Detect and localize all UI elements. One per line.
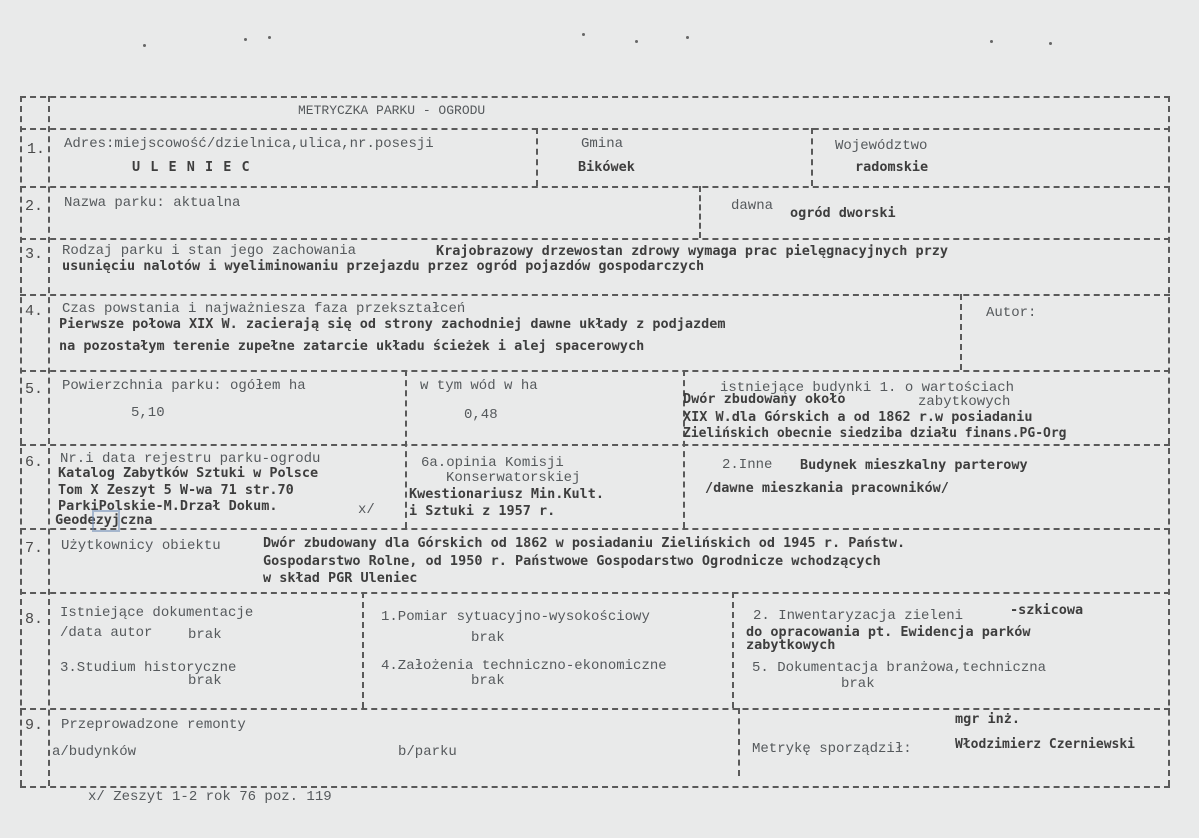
gmina-label: Gmina — [581, 136, 624, 152]
speck — [990, 40, 993, 43]
water-area-label: w tym wód w ha — [420, 378, 538, 394]
footnote: x/ Zeszyt 1-2 rok 76 poz. 119 — [88, 789, 332, 805]
row-line — [20, 128, 1170, 130]
inventory-label: 2. Inwentaryzacja zieleni — [753, 608, 964, 624]
row-number: 8. — [25, 611, 44, 628]
documentation-value: brak — [188, 627, 222, 643]
inventory-value-line2: do opracowania pt. Ewidencja parków — [746, 624, 1031, 640]
row-line — [20, 592, 1170, 594]
column-line — [536, 128, 538, 186]
row-number: 9. — [25, 717, 44, 734]
register-value-line4: Geodezyjczna — [55, 512, 153, 528]
water-area-value: 0,48 — [464, 407, 498, 423]
inventory-value-line3: zabytkowych — [746, 637, 836, 653]
users-value-line3: w skład PGR Uleniec — [263, 570, 418, 586]
column-line — [1168, 96, 1170, 786]
documentation-label: Istniejące dokumentacje — [60, 605, 254, 621]
buildings-value-line1: Dwór zbudowany około — [683, 391, 846, 407]
column-line — [960, 294, 962, 370]
column-line — [405, 370, 407, 528]
opinion-value-line2: i Sztuki z 1957 r. — [409, 503, 556, 519]
inventory-value-line1: -szkicowa — [1010, 602, 1084, 618]
row-line — [20, 370, 1170, 372]
voivodeship-label: Województwo — [835, 138, 928, 154]
row-line — [20, 294, 1170, 296]
park-type-value-line2: usunięciu nalotów i wyeliminowaniu przejazdu przez ogród pojazdów gospodarczych — [62, 258, 705, 274]
register-value-line3: ParkiPolskie-M.Drzał Dokum. — [58, 498, 278, 514]
row-line — [20, 186, 1170, 188]
column-line — [738, 708, 740, 776]
area-label: Powierzchnia parku: ogółem ha — [62, 378, 306, 394]
survey-value: brak — [471, 630, 505, 646]
renovations-buildings-label: a/budynków — [52, 744, 137, 760]
gmina-value: Bikówek — [578, 159, 635, 175]
row-line — [20, 444, 1170, 446]
users-value-line2: Gospodarstwo Rolne, od 1950 r. Państwowe Gospodarstwo Ogrodnicze wchodzących — [263, 553, 881, 569]
column-line — [732, 592, 734, 708]
branch-docs-label: 5. Dokumentacja branżowa,techniczna — [752, 660, 1047, 676]
renovations-label: Przeprowadzone remonty — [61, 717, 246, 733]
park-type-value-line1: Krajobrazowy drzewostan zdrowy wymaga prac pielęgnacyjnych przy — [436, 243, 949, 259]
techecon-label: 4.Założenia techniczno-ekonomiczne — [381, 658, 667, 674]
address-value: U L E N I E C — [132, 159, 251, 175]
history-study-label: 3.Studium historyczne — [60, 660, 237, 676]
techecon-value: brak — [471, 673, 505, 689]
buildings-value-line2: XIX W.dla Górskich a od 1862 r.w posiadaniu — [683, 409, 1033, 425]
row-line — [20, 528, 1170, 530]
opinion-value-line1: Kwestionariusz Min.Kult. — [409, 486, 605, 502]
users-label: Użytkownicy obiektu — [61, 538, 221, 554]
speck — [635, 40, 638, 43]
origin-label: Czas powstania i najważniesza faza przekształceń — [62, 301, 466, 317]
documentation-label-cont: /data autor — [60, 625, 153, 641]
other-value-line1: Budynek mieszkalny parterowy — [800, 457, 1028, 473]
buildings-label-cont: zabytkowych — [918, 394, 1011, 410]
speck — [244, 38, 247, 41]
document-title: METRYCZKA PARKU - OGRODU — [298, 103, 486, 118]
row-number: 1. — [27, 141, 46, 158]
speck — [686, 36, 689, 39]
park-type-label: Rodzaj parku i stan jego zachowania — [62, 243, 357, 259]
opinion-label-cont: Konserwatorskiej — [446, 470, 581, 486]
row-number: 4. — [25, 303, 44, 320]
row-number: 6. — [25, 454, 44, 471]
speck — [143, 44, 146, 47]
speck — [1049, 42, 1052, 45]
register-value-line1: Katalog Zabytków Sztuki w Polsce — [58, 465, 319, 481]
other-value-line2: /dawne mieszkania pracowników/ — [705, 480, 949, 496]
row-number: 5. — [25, 381, 44, 398]
branch-docs-value: brak — [841, 676, 875, 692]
address-label: Adres:miejscowość/dzielnica,ulica,nr.posesji — [64, 136, 434, 152]
register-label: Nr.i data rejestru parku-ogrodu — [60, 451, 321, 467]
former-name-value: ogród dworski — [790, 205, 896, 221]
row-number: 3. — [25, 246, 44, 263]
origin-value-line2: na pozostałym terenie zupełne zatarcie układu ścieżek i alej spacerowych — [59, 338, 645, 354]
column-line — [20, 96, 22, 786]
buildings-value-line3: Zielińskich obecnie siedziba działu finans.PG-Org — [683, 426, 1067, 441]
register-footnote-mark: x/ — [358, 502, 375, 518]
register-value-line2: Tom X Zeszyt 5 W-wa 71 str.70 — [58, 482, 294, 498]
speck — [582, 33, 585, 36]
other-label: 2.Inne — [722, 457, 773, 473]
row-line — [20, 96, 1170, 98]
ink-stamp — [92, 510, 120, 532]
history-study-value: brak — [188, 673, 222, 689]
former-name-label: dawna — [731, 198, 774, 214]
row-number: 7. — [25, 540, 44, 557]
column-line — [362, 592, 364, 708]
column-line — [699, 186, 701, 238]
park-name-label: Nazwa parku: aktualna — [64, 195, 241, 211]
origin-value-line1: Pierwsze połowa XIX W. zacierają się od strony zachodniej dawne układy z podjazdem — [59, 316, 726, 332]
author-label: Autor: — [986, 305, 1037, 321]
users-value-line1: Dwór zbudowany dla Górskich od 1862 w posiadaniu Zielińskich od 1945 r. Państw. — [263, 535, 906, 551]
area-value: 5,10 — [131, 405, 165, 421]
row-number: 2. — [25, 198, 44, 215]
opinion-label: 6a.opinia Komisji — [421, 455, 564, 471]
preparer-name: Włodzimierz Czerniewski — [955, 737, 1136, 752]
row-line — [20, 238, 1170, 240]
preparer-title: mgr inż. — [955, 711, 1021, 727]
renovations-park-label: b/parku — [398, 744, 457, 760]
speck — [268, 36, 271, 39]
row-line — [20, 708, 1170, 710]
column-line — [48, 96, 50, 786]
column-line — [811, 128, 813, 186]
voivodeship-value: radomskie — [855, 159, 929, 175]
prepared-by-label: Metrykę sporządził: — [752, 741, 912, 757]
survey-label: 1.Pomiar sytuacyjno-wysokościowy — [381, 609, 650, 625]
buildings-label: istniejące budynki 1. o wartościach — [720, 380, 1015, 396]
row-line — [20, 786, 1170, 788]
